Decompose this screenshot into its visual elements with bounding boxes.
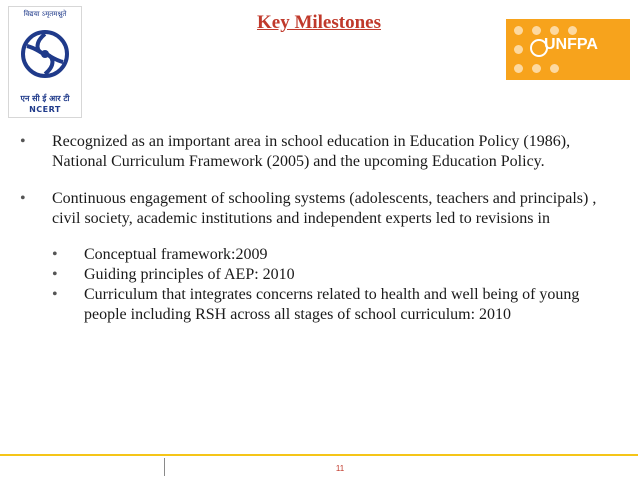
sub-bullet-item	[20, 245, 626, 265]
slide-content	[20, 132, 626, 325]
footer-separator	[164, 458, 165, 476]
bullet-icon: •	[20, 190, 26, 207]
unfpa-dot	[532, 64, 541, 73]
unfpa-dot	[532, 26, 541, 35]
sub-bullet-text: Conceptual framework:2009	[84, 246, 268, 263]
ncert-name: NCERT	[29, 105, 61, 114]
unfpa-dot	[550, 64, 559, 73]
unfpa-dot	[514, 26, 523, 35]
sub-bullet-item	[20, 265, 626, 285]
bullet-icon: •	[52, 246, 58, 263]
bullet-text: Continuous engagement of schooling systems (adolescents, teachers and principals) , civil society, academic institutions and independent experts led to revisions in	[52, 190, 597, 227]
unfpa-dot	[514, 64, 523, 73]
sub-bullet-text: Curriculum that integrates concerns related to health and well being of young people including RSH across all stages of school curriculum: 2010	[84, 286, 580, 323]
bullet-icon: •	[52, 266, 58, 283]
sub-bullet-text: Guiding principles of AEP: 2010	[84, 266, 295, 283]
slide-title: Key Milestones	[256, 12, 381, 33]
ncert-hindi-name: एन सी ई आर टी	[20, 94, 70, 103]
page-number: 11	[335, 464, 345, 473]
footer-line	[0, 454, 638, 456]
unfpa-name: UNFPA	[544, 36, 598, 53]
sub-bullet-item	[20, 285, 626, 325]
unfpa-dot	[568, 26, 577, 35]
bullet-text: Recognized as an important area in school education in Education Policy (1986), National Curriculum Framework (2005) and the upcoming Education Policy.	[52, 133, 571, 170]
bullet-item	[20, 189, 626, 229]
bullet-icon: •	[52, 286, 58, 303]
ncert-motto: विद्यया ऽमृतमश्नुते	[23, 10, 67, 18]
bullet-item	[20, 132, 626, 172]
unfpa-logo	[506, 19, 630, 80]
bullet-icon: •	[20, 133, 26, 150]
unfpa-dot	[550, 26, 559, 35]
unfpa-dot	[514, 45, 523, 54]
